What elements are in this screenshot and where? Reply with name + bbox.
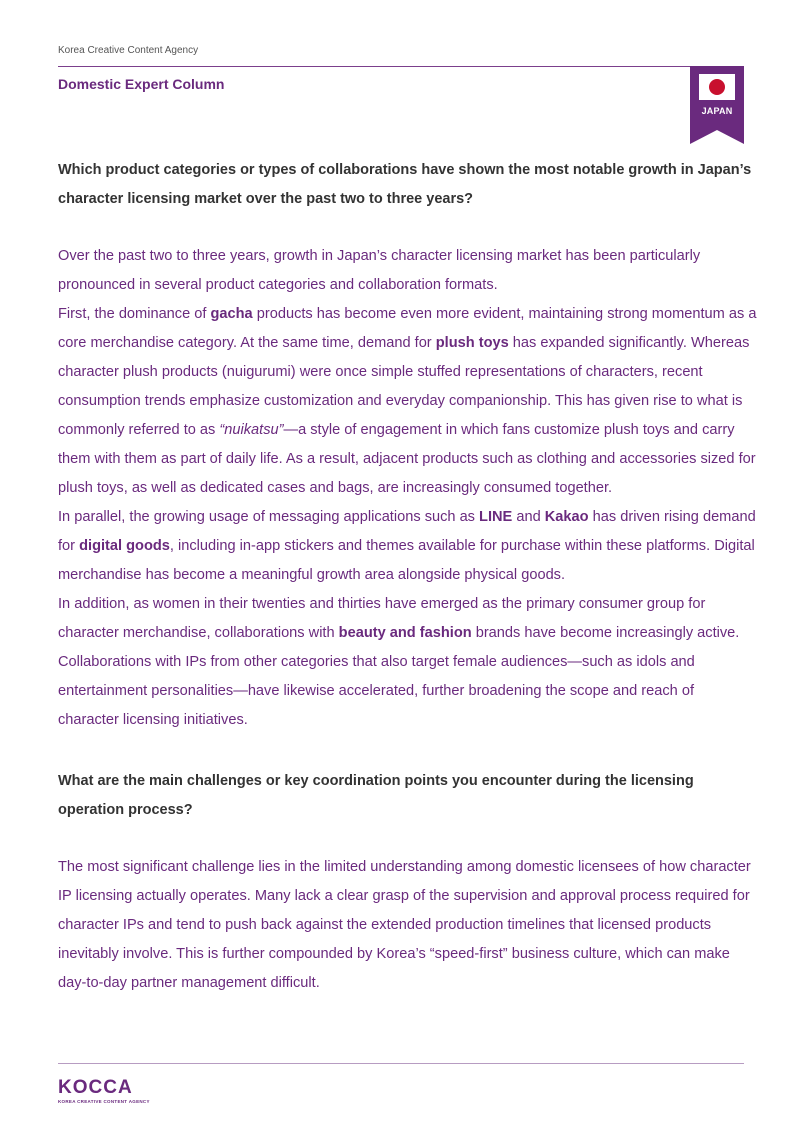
answer-1-para-2: [58, 300, 758, 503]
bold-term: plush toys: [435, 335, 509, 351]
italic-term: “nuikatsu”: [219, 422, 284, 438]
answer-2: The most significant challenge lies in the limited understanding among domestic licensees of how character IP licensing actually operates. Many lack a clear grasp of the supervision and approval process required for character IPs and tend to push back against the extended production timelines that licensed products inevitably involve. This is further compounded by Korea’s “speed-first” business culture, which can make day-to-day partner management difficult.: [58, 859, 751, 991]
text-run: has driven rising demand for: [58, 509, 756, 554]
answer-1-para-4: [58, 590, 758, 735]
top-rule: [58, 66, 744, 67]
answer-1-para-1: Over the past two to three years, growth in Japan’s character licensing market has been particularly pronounced in several product categories and collaboration formats.: [58, 248, 701, 293]
answer-1-para-3: [58, 503, 758, 590]
text-run: has expanded significantly. Whereas character plush products (nuigurumi) were once simple stuffed representations of characters, recent consumption trends emphasize customization and everyday companionship. This has given rise to what is commonly referred to as: [58, 335, 750, 438]
question-2: What are the main challenges or key coordination points you encounter during the licensing operation process?: [58, 773, 694, 818]
text-run: , including in-app stickers and themes available for purchase within these platforms. Digital merchandise has become a meaningful growth area alongside physical goods.: [58, 538, 755, 583]
bold-term: Kakao: [544, 509, 589, 525]
text-run: and: [512, 509, 545, 525]
text-run: In parallel, the growing usage of messaging applications such as: [58, 509, 480, 525]
bold-term: digital goods: [79, 538, 170, 554]
japan-badge: [690, 66, 744, 144]
text-run: brands have become increasingly active. Collaborations with IPs from other categories that also target female audiences—such as idols and entertainment personalities—have likewise accelerated, further broadening the scope and reach of character licensing initiatives.: [58, 625, 740, 728]
badge-label: JAPAN: [701, 106, 733, 116]
text-run: In addition, as women in their twenties and thirties have emerged as the primary consumer group for character merchandise, collaborations with: [58, 596, 706, 641]
question-1: Which product categories or types of collaborations have shown the most notable growth in Japan’s character licensing market over the past two to three years?: [58, 162, 752, 207]
japan-flag-icon: [699, 74, 735, 100]
logo-text: KOCCA: [58, 1077, 133, 1098]
text-run: products has become even more evident, maintaining strong momentum as a core merchandise category. At the same time, demand for: [58, 306, 757, 351]
text-run: —a style of engagement in which fans customize plush toys and carry them with them as part of daily life. As a result, adjacent products such as clothing and accessories sized for plush toys, as well as dedicated cases and bags, are increasingly consumed together.: [58, 422, 756, 496]
spacer: [58, 735, 758, 767]
bold-term: LINE: [479, 509, 513, 525]
kocca-logo: [58, 1078, 150, 1104]
text-run: First, the dominance of: [58, 306, 211, 322]
section-title: Domestic Expert Column: [58, 76, 225, 92]
bottom-rule: [58, 1063, 744, 1064]
bold-term: beauty and fashion: [338, 625, 472, 641]
article-body: [58, 156, 758, 998]
agency-name: Korea Creative Content Agency: [58, 45, 199, 56]
bold-term: gacha: [210, 306, 253, 322]
logo-subtitle: KOREA CREATIVE CONTENT AGENCY: [58, 1099, 150, 1104]
